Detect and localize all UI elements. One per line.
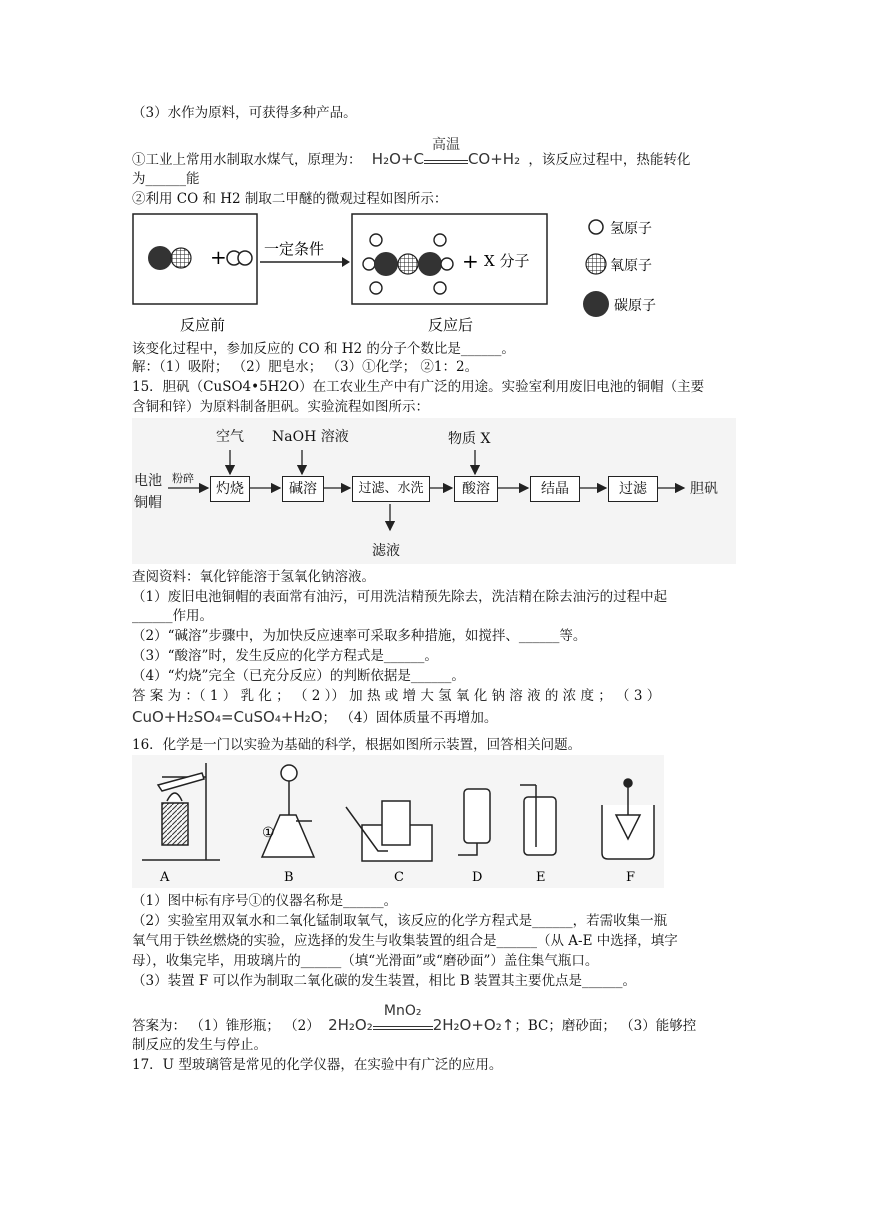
legend-oxygen-icon — [586, 254, 606, 274]
q16-q2c: 母），收集完毕，用玻璃片的______（填“光滑面”或“磨砂面”）盖住集气瓶口。 — [132, 953, 599, 969]
h2-atom-2 — [238, 251, 252, 265]
marker-1: ① — [262, 825, 275, 841]
flow-step-crystallize: 结晶 — [530, 476, 580, 502]
q14-line1-text: ①工业上常用水制取水煤气，原理为： — [132, 152, 362, 168]
q16-line1: 16．化学是一门以实验为基础的科学，根据如图所示装置，回答相关问题。 — [132, 737, 582, 753]
q15-q3: （3）“酸溶”时，发生反应的化学方程式是______。 — [132, 648, 438, 664]
flow-filtrate: 滤液 — [372, 543, 400, 559]
q15-line1: 15．胆矾（CuSO4•5H2O）在工农业生产中有广泛的用途。实验室利用废旧电池的铜帽（主要 — [132, 379, 705, 395]
q15-answer-tail: ； （4）固体质量不再增加。 — [322, 710, 498, 726]
q16-answer-text: 答案为： （1）锥形瓶； （2） — [132, 1018, 320, 1034]
flow-naoh: NaOH 溶液 — [272, 429, 349, 445]
arrow-head — [342, 257, 350, 267]
flow-step-burn: 灼烧 — [210, 476, 250, 502]
q15-q4: （4）“灼烧”完全（已充分反应）的判断依据是______。 — [132, 668, 465, 684]
q16-q3: （3）装置 F 可以作为制取二氧化碳的发生装置，相比 B 装置其主要优点是______。 — [132, 973, 637, 989]
label-c: C — [394, 870, 404, 885]
flow-crush: 粉碎 — [172, 472, 194, 485]
eq-condition: 高温 — [431, 137, 460, 153]
flowchart — [132, 418, 736, 564]
flow-step-filter: 过滤 — [608, 476, 658, 502]
label-b: B — [284, 870, 294, 885]
q15-info: 查阅资料：氧化锌能溶于氢氧化钠溶液。 — [132, 569, 375, 585]
q14-line1-tail: ，该反应过程中，热能转化 — [528, 152, 691, 168]
flow-start-1: 电池 — [134, 473, 162, 489]
q15-q1b: ______作用。 — [132, 608, 213, 624]
co-carbon-atom — [148, 246, 172, 270]
q15-answer-equation: CuO+H₂SO₄=CuSO₄+H₂O — [132, 708, 323, 726]
water-gas-equation — [371, 137, 521, 168]
micro-process-figure — [132, 210, 692, 334]
before-label: 反应前 — [180, 316, 226, 334]
q16-answer — [132, 1003, 697, 1035]
c-atom — [374, 252, 398, 276]
legend-oxygen: 氧原子 — [610, 258, 652, 274]
label-f: F — [626, 870, 636, 885]
h-atom — [370, 234, 382, 246]
h-atom — [370, 282, 382, 294]
label-e: E — [536, 870, 546, 885]
q15-answer-1: 答 案 为 ：（ 1 ） 乳 化 ； （ 2 ）） 加 热 或 增 大 氢 氧 化 钠 溶 液 的 浓 度 ； （ 3 ） — [132, 688, 661, 704]
plus-sign-1: + — [210, 245, 227, 269]
q15-q2: （2）“碱溶”步骤中，为加快反应速率可采取多种措施，如搅拌、______等。 — [132, 628, 587, 644]
label-a: A — [160, 870, 170, 885]
q15-line2: 含铜和锌）为原料制备胆矾。实验流程如图所示： — [132, 399, 429, 415]
flow-step-acid: 酸溶 — [454, 476, 498, 502]
q16-answer-tail: ；BC；磨砂面； （3）能够控 — [514, 1018, 697, 1034]
flow-start-2: 铜帽 — [134, 495, 162, 511]
h-atom — [441, 258, 453, 270]
eq-left: H₂O+C — [371, 150, 424, 168]
legend-carbon-icon — [583, 291, 609, 317]
x-molecule-label: X 分子 — [484, 252, 530, 270]
q17-line1: 17．U 型玻璃管是常见的化学仪器，在实验中有广泛的应用。 — [132, 1057, 503, 1073]
q14-line3: ②利用 CO 和 H2 制取二甲醚的微观过程如图所示： — [132, 191, 448, 207]
flow-step-filter-wash: 过滤、水洗 — [352, 476, 430, 502]
flow-product: 胆矾 — [690, 481, 718, 497]
co-oxygen-atom — [171, 248, 191, 268]
plus-sign-2: + — [462, 249, 479, 273]
legend-carbon: 碳原子 — [614, 298, 656, 314]
q14-answer: 解：（1）吸附； （2）肥皂水； （3）①化学； ②1：2。 — [132, 359, 479, 375]
h-atom — [434, 234, 446, 246]
h-atom — [434, 282, 446, 294]
eq-left: 2H₂O₂ — [328, 1016, 373, 1034]
q16-q2a: （2）实验室用双氧水和二氧化锰制取氧气，该反应的化学方程式是______，若需收集一瓶 — [132, 913, 668, 929]
q14-line4: 该变化过程中，参加反应的 CO 和 H2 的分子个数比是______。 — [132, 341, 515, 357]
q14-line2: 为______能 — [132, 171, 200, 187]
eq-right: 2H₂O+O₂↑ — [432, 1016, 515, 1034]
h-atom — [363, 258, 375, 270]
arrow-label: 一定条件 — [264, 240, 325, 258]
eq-condition: MnO₂ — [383, 1003, 422, 1019]
q16-q2b: 氧气用于铁丝燃烧的实验，应选择的发生与收集装置的组合是______（从 A-E 中选择，填字 — [132, 933, 678, 949]
legend-hydrogen: 氢原子 — [610, 221, 652, 237]
flow-x: 物质 X — [448, 431, 491, 447]
q16-q1: （1）图中标有序号①的仪器名称是______。 — [132, 893, 398, 909]
q14-line1 — [132, 137, 691, 169]
legend-hydrogen-icon — [589, 220, 603, 234]
flow-air: 空气 — [216, 429, 244, 445]
q15-q1a: （1）废旧电池铜帽的表面常有油污，可用洗洁精预先除去，洗洁精在除去油污的过程中起 — [132, 589, 668, 605]
q16-answer-2: 制反应的发生与停止。 — [132, 1037, 267, 1053]
after-label: 反应后 — [428, 316, 474, 334]
apparatus-figure — [132, 755, 664, 888]
q15-answer-2 — [132, 708, 497, 727]
c-atom — [418, 252, 442, 276]
q14-part3: （3）水作为原料，可获得多种产品。 — [132, 105, 357, 121]
label-d: D — [472, 870, 483, 885]
o-atom — [398, 254, 418, 274]
h2o2-equation — [328, 1003, 515, 1034]
flow-step-alkali: 碱溶 — [282, 476, 324, 502]
eq-right: CO+H₂ — [467, 150, 521, 168]
